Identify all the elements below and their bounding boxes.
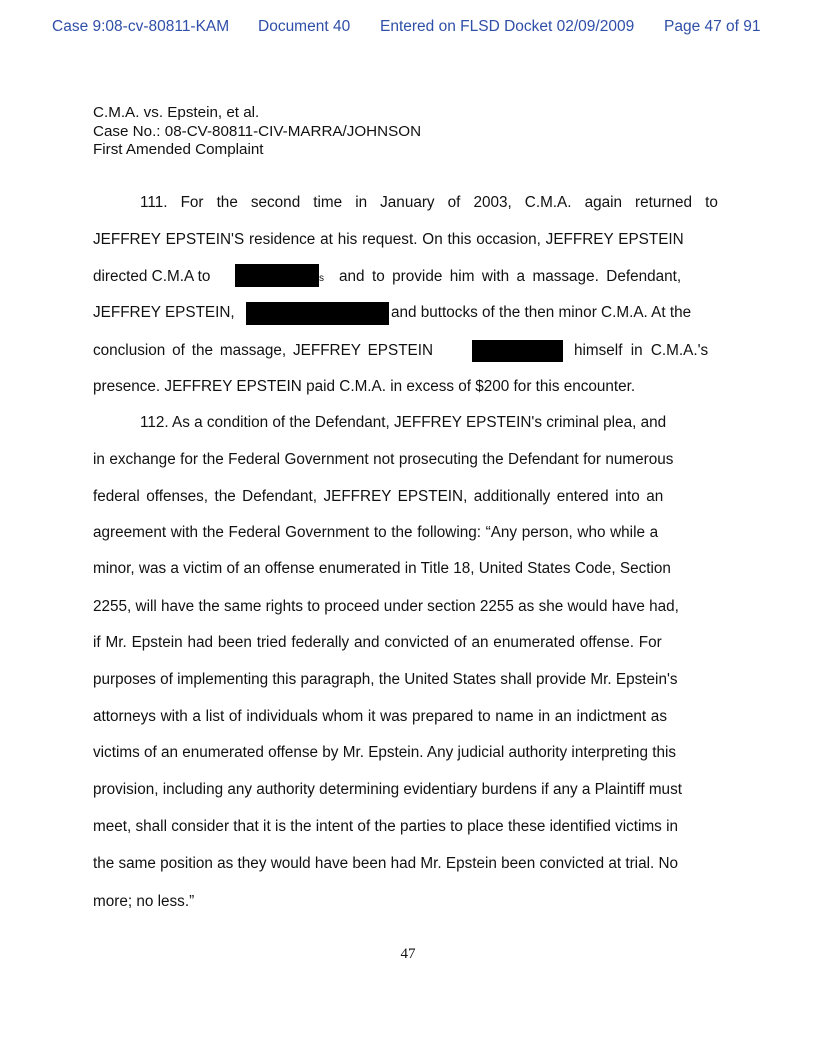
line-text-segment: conclusion of the massage, JEFFREY EPSTEIN [93,342,434,359]
line-word: C.M.A. [524,194,572,211]
paragraph-112-line-7: if Mr. Epstein had been tried federally and convicted of an enumerated offense. For [93,634,662,651]
paragraph-112-line-8: purposes of implementing this paragraph, the United States shall provide Mr. Epstein's [93,671,678,688]
line-text-segment: directed C.M.A to [93,268,211,285]
paragraph-112-line-5: minor, was a victim of an offense enumerated in Title 18, United States Code, Section [93,560,671,577]
caption-case-number: Case No.: 08-CV-80811-CIV-MARRA/JOHNSON [93,122,422,140]
paragraph-112-line-2: in exchange for the Federal Government not prosecuting the Defendant for numerous [93,451,674,468]
line-word: January [380,194,435,211]
paragraph-111-line-4 [93,303,718,323]
docket-entered-date: Entered on FLSD Docket 02/09/2009 [380,18,635,35]
line-word: in [355,194,368,211]
paragraph-number: 111. [140,194,168,211]
redaction-box [472,340,563,362]
docket-case-number: Case 9:08-cv-80811-KAM [52,18,230,35]
redaction-box [235,264,319,287]
line-text-segment: and to provide him with a massage. Defendant, [339,268,682,285]
docket-document-number: Document 40 [258,18,351,35]
line-word: the [216,194,238,211]
line-text-segment: JEFFREY EPSTEIN, [93,304,235,321]
paragraph-112-line-4: agreement with the Federal Government to the following: “Any person, who while a [93,524,659,541]
line-word: time [313,194,343,211]
line-text-segment: and buttocks of the then minor C.M.A. At the [391,304,692,321]
paragraph-112-line-9: attorneys with a list of individuals whom it was prepared to name in an indictment as [93,708,667,725]
caption-document-title: First Amended Complaint [93,141,264,158]
paragraph-112-line-6: 2255, will have the same rights to proceed under section 2255 as she would have had, [93,598,679,615]
paragraph-112-line-11: provision, including any authority determining evidentiary burdens if any a Plaintiff must [93,781,682,798]
line-word: second [250,194,301,211]
paragraph-111-line-2: JEFFREY EPSTEIN'S residence at his request. On this occasion, JEFFREY EPSTEIN [93,231,684,248]
line-text-fragment: s [319,273,324,284]
paragraph-112-line-10: victims of an enumerated offense by Mr. Epstein. Any judicial authority interpreting this [93,744,676,761]
caption-parties: C.M.A. vs. Epstein, et al. [93,104,260,121]
case-caption [93,104,421,160]
paragraph-112-line-12: meet, shall consider that it is the intent of the parties to place these identified victims in [93,818,678,835]
line-word: returned [635,194,693,211]
page-number: 47 [400,946,416,962]
line-word: For [180,194,204,211]
paragraph-112-line-13: the same position as they would have been had Mr. Epstein been convicted at trial. No [93,855,679,872]
paragraph-111-line-3 [93,267,718,287]
paragraph-112-line-14: more; no less.” [93,893,195,910]
line-word: 2003, [473,194,512,211]
line-word: to [705,194,718,211]
paragraph-112-line-3: federal offenses, the Defendant, JEFFREY EPSTEIN, additionally entered into an [93,488,664,505]
docket-header [52,18,772,38]
redaction-box [246,302,389,325]
paragraph-111-line-6: presence. JEFFREY EPSTEIN paid C.M.A. in excess of $200 for this encounter. [93,378,636,395]
line-text-segment: himself in C.M.A.'s [574,342,709,359]
paragraph-112-line-1: 112. As a condition of the Defendant, JEFFREY EPSTEIN's criminal plea, and [140,414,667,431]
paragraph-111-line-1 [93,193,718,213]
docket-page-count: Page 47 of 91 [664,18,761,35]
line-word: again [584,194,622,211]
line-word: of [447,194,461,211]
paragraph-111-line-5 [93,341,718,361]
